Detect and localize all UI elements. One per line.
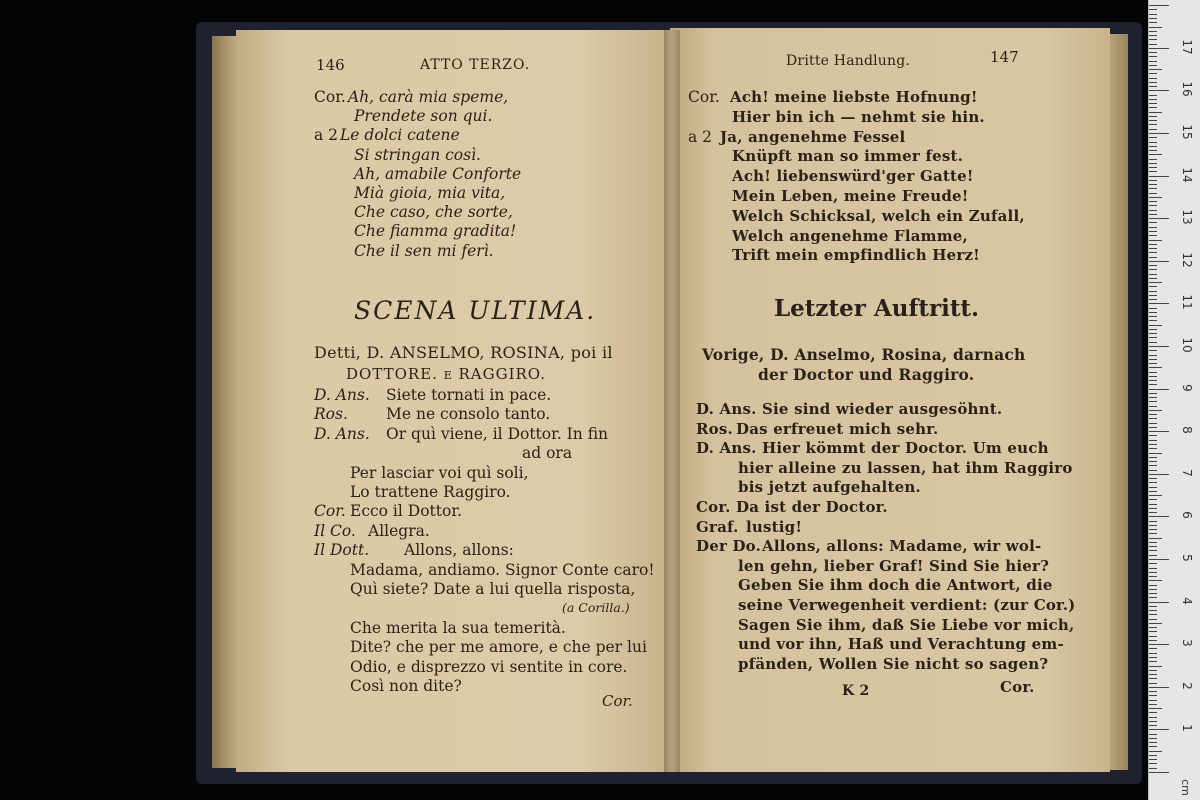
ruler-tick bbox=[1149, 95, 1157, 96]
ruler-tick bbox=[1149, 550, 1157, 551]
right-dialogue-line-speaker: Ros. bbox=[696, 419, 733, 438]
left-verse-line-speaker: a 2 bbox=[314, 126, 339, 145]
right-verse-line-speaker: a 2 bbox=[688, 127, 713, 146]
ruler-tick bbox=[1149, 538, 1162, 539]
ruler-tick bbox=[1149, 606, 1157, 607]
ruler-tick bbox=[1149, 363, 1157, 364]
right-dialogue-line-text: bis jetzt aufgehalten. bbox=[738, 478, 921, 497]
ruler-tick bbox=[1149, 201, 1157, 202]
ruler-tick bbox=[1149, 721, 1157, 722]
ruler-tick bbox=[1149, 700, 1157, 701]
ruler-tick bbox=[1149, 644, 1169, 645]
ruler-tick bbox=[1149, 48, 1169, 49]
ruler-tick bbox=[1149, 65, 1157, 66]
left-dialogue-line-text: Lo trattene Raggiro. bbox=[350, 483, 511, 501]
ruler-tick bbox=[1149, 69, 1162, 70]
ruler-number: 17 bbox=[1180, 39, 1194, 55]
ruler-tick bbox=[1149, 9, 1157, 10]
ruler-tick bbox=[1149, 31, 1157, 32]
left-verse-line-text: Che fiamma gradita! bbox=[354, 222, 517, 241]
ruler-tick bbox=[1149, 248, 1157, 249]
ruler-tick bbox=[1149, 346, 1169, 347]
left-dialogue-line-text: Che merita la sua temerità. bbox=[350, 618, 566, 637]
ruler-tick bbox=[1149, 303, 1169, 304]
ruler-tick bbox=[1149, 218, 1169, 219]
ruler-tick bbox=[1149, 516, 1169, 517]
ruler-tick bbox=[1149, 704, 1157, 705]
ruler-tick bbox=[1149, 342, 1157, 343]
ruler-tick bbox=[1149, 274, 1157, 275]
right-dialogue-line-text: lustig! bbox=[746, 517, 803, 536]
ruler-tick bbox=[1149, 602, 1169, 603]
left-dialogue-line-text: Ecco il Dottor. bbox=[350, 502, 462, 521]
ruler-tick bbox=[1149, 533, 1157, 534]
ruler-tick bbox=[1149, 359, 1157, 360]
right-cast-line-2: der Doctor und Raggiro. bbox=[758, 365, 975, 384]
ruler-number: 14 bbox=[1180, 166, 1194, 183]
left-dialogue-line-speaker: D. Ans. bbox=[314, 386, 370, 404]
ruler-tick bbox=[1149, 491, 1157, 492]
ruler-number: 1 bbox=[1180, 724, 1194, 733]
right-verse-line-text: Ach! liebenswürd'ger Gatte! bbox=[732, 167, 974, 186]
right-dialogue-line-speaker: D. Ans. bbox=[696, 400, 757, 418]
ruler-tick bbox=[1149, 73, 1157, 74]
ruler-tick bbox=[1149, 316, 1157, 317]
left-dialogue-line-text: Siete tornati in pace. bbox=[386, 386, 552, 404]
right-dialogue-line-speaker: D. Ans. bbox=[696, 439, 757, 458]
ruler-tick bbox=[1149, 759, 1157, 760]
ruler-tick bbox=[1149, 504, 1157, 505]
ruler-tick bbox=[1149, 167, 1157, 168]
ruler-tick bbox=[1149, 116, 1157, 117]
ruler-tick bbox=[1149, 337, 1157, 338]
ruler-tick bbox=[1149, 44, 1157, 45]
ruler-number: 16 bbox=[1180, 81, 1194, 98]
ruler-tick bbox=[1149, 474, 1169, 475]
ruler-number: 10 bbox=[1180, 337, 1194, 353]
ruler-tick bbox=[1149, 712, 1157, 713]
ruler-tick bbox=[1149, 295, 1157, 296]
ruler-tick bbox=[1149, 670, 1157, 671]
ruler-tick bbox=[1149, 465, 1157, 466]
left-dialogue-line-speaker: D. Ans. bbox=[314, 424, 370, 443]
ruler-tick bbox=[1149, 772, 1169, 773]
left-catchword: Cor. bbox=[602, 692, 633, 710]
ruler-tick bbox=[1149, 755, 1157, 756]
ruler-number: 11 bbox=[1180, 294, 1194, 311]
ruler-tick bbox=[1149, 572, 1157, 573]
ruler-tick bbox=[1149, 159, 1157, 160]
left-dialogue-line-text: Allons, allons: bbox=[404, 541, 514, 560]
ruler-tick bbox=[1149, 227, 1157, 228]
right-dialogue-line-text: hier alleine zu lassen, hat ihm Raggiro bbox=[738, 458, 1073, 477]
ruler-tick bbox=[1149, 244, 1157, 245]
ruler-tick bbox=[1149, 440, 1157, 441]
ruler-tick bbox=[1149, 269, 1157, 270]
measuring-ruler bbox=[1148, 0, 1200, 800]
ruler-number: 7 bbox=[1180, 468, 1194, 477]
left-verse-line-text: Mià gioia, mia vita, bbox=[354, 184, 506, 202]
ruler-tick bbox=[1149, 414, 1157, 415]
right-dialogue-line-text: pfänden, Wollen Sie nicht so sagen? bbox=[738, 654, 1049, 673]
ruler-tick bbox=[1149, 372, 1157, 373]
ruler-tick bbox=[1149, 163, 1157, 164]
ruler-tick bbox=[1149, 589, 1157, 590]
right-dialogue-line-text: Sie sind wieder ausgesöhnt. bbox=[762, 400, 1003, 418]
left-dialogue-line-text: Dite? che per me amore, e che per lui bbox=[350, 638, 647, 657]
left-dialogue-line-text: Or quì viene, il Dottor. In fin bbox=[386, 424, 609, 443]
ruler-tick bbox=[1149, 18, 1157, 19]
ruler-tick bbox=[1149, 427, 1157, 428]
ruler-tick bbox=[1149, 180, 1157, 181]
left-verse-line-text: Che il sen mi ferì. bbox=[354, 241, 494, 260]
ruler-tick bbox=[1149, 738, 1157, 739]
right-dialogue-line-text: Sagen Sie ihm, daß Sie Liebe vor mich, bbox=[738, 615, 1075, 634]
ruler-tick bbox=[1149, 380, 1157, 381]
right-signature-mark: K 2 bbox=[842, 683, 870, 699]
left-running-head: ATTO TERZO. bbox=[420, 57, 531, 73]
ruler-tick bbox=[1149, 86, 1157, 87]
ruler-tick bbox=[1149, 82, 1157, 83]
ruler-tick bbox=[1149, 521, 1157, 522]
ruler-tick bbox=[1149, 325, 1162, 326]
ruler-tick bbox=[1149, 763, 1157, 764]
ruler-tick bbox=[1149, 627, 1157, 628]
ruler-tick bbox=[1149, 308, 1157, 309]
ruler-tick bbox=[1149, 210, 1157, 211]
ruler-tick bbox=[1149, 205, 1157, 206]
ruler-tick bbox=[1149, 146, 1157, 147]
left-dialogue-line-text: Così non dite? bbox=[350, 677, 462, 695]
right-verse-line-text: Ach! meine liebste Hofnung! bbox=[730, 88, 978, 106]
ruler-tick bbox=[1149, 197, 1162, 198]
ruler-tick bbox=[1149, 107, 1157, 108]
ruler-tick bbox=[1149, 129, 1157, 130]
right-verse-line-text: Welch Schicksal, welch ein Zufall, bbox=[732, 206, 1025, 225]
ruler-tick bbox=[1149, 683, 1157, 684]
ruler-tick bbox=[1149, 457, 1157, 458]
ruler-tick bbox=[1149, 593, 1157, 594]
ruler-tick bbox=[1149, 648, 1157, 649]
ruler-tick bbox=[1149, 653, 1157, 654]
book-gutter bbox=[664, 30, 680, 772]
right-dialogue-line-text: Allons, allons: Madame, wir wol- bbox=[762, 537, 1042, 556]
ruler-number: 3 bbox=[1180, 639, 1194, 647]
ruler-tick bbox=[1149, 257, 1157, 258]
ruler-unit-label: cm bbox=[1178, 779, 1192, 796]
right-page bbox=[670, 28, 1110, 772]
right-cast-line-1: Vorige, D. Anselmo, Rosina, darnach bbox=[702, 345, 1026, 364]
right-verse-line-text: Ja, angenehme Fessel bbox=[720, 127, 906, 146]
ruler-tick bbox=[1149, 150, 1157, 151]
right-verse-line-text: Trift mein empfindlich Herz! bbox=[732, 246, 980, 265]
ruler-tick bbox=[1149, 222, 1157, 223]
ruler-tick bbox=[1149, 546, 1157, 547]
ruler-tick bbox=[1149, 610, 1157, 611]
ruler-tick bbox=[1149, 499, 1157, 500]
ruler-number: 2 bbox=[1180, 681, 1194, 690]
ruler-tick bbox=[1149, 154, 1162, 155]
left-verse-line-text: Ah, amabile Conforte bbox=[354, 164, 522, 183]
left-dialogue-line-text: Allegra. bbox=[368, 521, 430, 540]
ruler-tick bbox=[1149, 278, 1157, 279]
ruler-tick bbox=[1149, 312, 1157, 313]
ruler-tick bbox=[1149, 495, 1162, 496]
ruler-tick bbox=[1149, 193, 1157, 194]
ruler-tick bbox=[1149, 389, 1169, 390]
ruler-tick bbox=[1149, 729, 1169, 730]
ruler-tick bbox=[1149, 478, 1157, 479]
ruler-tick bbox=[1149, 678, 1157, 679]
right-verse-line-text: Knüpft man so immer fest. bbox=[732, 147, 964, 166]
ruler-tick bbox=[1149, 725, 1157, 726]
ruler-tick bbox=[1149, 742, 1157, 743]
ruler-tick bbox=[1149, 214, 1157, 215]
ruler-tick bbox=[1149, 286, 1157, 287]
ruler-tick bbox=[1149, 687, 1169, 688]
ruler-tick bbox=[1149, 636, 1157, 637]
ruler-tick bbox=[1149, 291, 1157, 292]
right-dialogue-line-text: und vor ihn, Haß und Verachtung em- bbox=[738, 635, 1064, 654]
ruler-number: 12 bbox=[1180, 252, 1194, 268]
ruler-tick bbox=[1149, 252, 1157, 253]
ruler-tick bbox=[1149, 401, 1157, 402]
right-verse-line-text: Welch angenehme Flamme, bbox=[732, 226, 968, 245]
ruler-tick bbox=[1149, 768, 1157, 769]
ruler-tick bbox=[1149, 78, 1157, 79]
right-dialogue-line-text: Geben Sie ihm doch die Antwort, die bbox=[738, 576, 1053, 595]
ruler-tick bbox=[1149, 39, 1157, 40]
left-verse-line-text: Si stringan così. bbox=[354, 145, 481, 164]
left-dialogue-line-text: (a Corilla.) bbox=[562, 600, 630, 616]
left-dialogue-line-speaker: Ros. bbox=[314, 405, 348, 424]
ruler-tick bbox=[1149, 235, 1157, 236]
ruler-tick bbox=[1149, 418, 1157, 419]
ruler-tick bbox=[1149, 56, 1157, 57]
right-dialogue-line-text: Da ist der Doctor. bbox=[736, 498, 888, 516]
ruler-tick bbox=[1149, 176, 1169, 177]
ruler-tick bbox=[1149, 435, 1157, 436]
ruler-tick bbox=[1149, 657, 1157, 658]
ruler-tick bbox=[1149, 22, 1157, 23]
ruler-tick bbox=[1149, 666, 1162, 667]
ruler-tick bbox=[1149, 112, 1162, 113]
right-verse-line-text: Mein Leben, meine Freude! bbox=[732, 187, 969, 205]
right-page-number: 147 bbox=[990, 48, 1019, 66]
ruler-tick bbox=[1149, 350, 1157, 351]
ruler-tick bbox=[1149, 240, 1162, 241]
ruler-tick bbox=[1149, 431, 1169, 432]
right-dialogue-line-speaker: Graf. bbox=[696, 517, 739, 536]
left-verse-line-speaker: Cor. bbox=[314, 88, 346, 106]
left-page-number: 146 bbox=[316, 56, 345, 74]
ruler-tick bbox=[1149, 61, 1157, 62]
ruler-tick bbox=[1149, 623, 1162, 624]
ruler-tick bbox=[1149, 619, 1157, 620]
ruler-tick bbox=[1149, 529, 1157, 530]
ruler-tick bbox=[1149, 640, 1157, 641]
right-verse-line-speaker: Cor. bbox=[688, 88, 720, 106]
ruler-tick bbox=[1149, 559, 1169, 560]
ruler-tick bbox=[1149, 188, 1157, 189]
ruler-tick bbox=[1149, 525, 1157, 526]
ruler-number: 4 bbox=[1180, 596, 1194, 605]
left-scene-heading: SCENA ULTIMA. bbox=[354, 296, 597, 325]
right-running-head: Dritte Handlung. bbox=[786, 53, 911, 69]
ruler-tick bbox=[1149, 333, 1157, 334]
ruler-tick bbox=[1149, 461, 1157, 462]
left-dialogue-line-text: Odio, e disprezzo vi sentite in core. bbox=[350, 657, 628, 676]
left-dialogue-line-speaker: Il Dott. bbox=[314, 541, 370, 560]
right-dialogue-line-text: len gehn, lieber Graf! Sind Sie hier? bbox=[738, 556, 1050, 575]
ruler-tick bbox=[1149, 482, 1157, 483]
ruler-number: 8 bbox=[1180, 426, 1194, 434]
ruler-tick bbox=[1149, 555, 1157, 556]
ruler-tick bbox=[1149, 5, 1169, 6]
ruler-tick bbox=[1149, 14, 1157, 15]
ruler-tick bbox=[1149, 103, 1157, 104]
ruler-tick bbox=[1149, 508, 1157, 509]
ruler-tick bbox=[1149, 355, 1157, 356]
left-dialogue-line-text: Quì siete? Date a lui quella risposta, bbox=[350, 580, 636, 598]
ruler-tick bbox=[1149, 568, 1157, 569]
left-dialogue-line-text: ad ora bbox=[522, 444, 573, 463]
right-verse-line-text: Hier bin ich — nehmt sie hin. bbox=[732, 107, 985, 126]
left-dialogue-line-speaker: Il Co. bbox=[314, 521, 356, 540]
ruler-tick bbox=[1149, 35, 1157, 36]
ruler-tick bbox=[1149, 282, 1162, 283]
left-verse-line-text: Le dolci catene bbox=[340, 126, 460, 145]
ruler-tick bbox=[1149, 124, 1157, 125]
ruler-tick bbox=[1149, 329, 1157, 330]
left-cast-line-1: Detti, D. ANSELMO, ROSINA, poi il bbox=[314, 343, 613, 362]
ruler-tick bbox=[1149, 661, 1157, 662]
ruler-tick bbox=[1149, 423, 1157, 424]
ruler-tick bbox=[1149, 695, 1157, 696]
left-dialogue-line-text: Me ne consolo tanto. bbox=[386, 405, 551, 424]
left-verse-line-text: Ah, carà mia speme, bbox=[348, 88, 509, 106]
ruler-tick bbox=[1149, 734, 1157, 735]
ruler-tick bbox=[1149, 367, 1162, 368]
ruler-tick bbox=[1149, 406, 1157, 407]
ruler-tick bbox=[1149, 576, 1157, 577]
left-verse-line-text: Prendete son qui. bbox=[354, 107, 493, 126]
ruler-tick bbox=[1149, 444, 1157, 445]
ruler-tick bbox=[1149, 299, 1157, 300]
right-scene-heading: Letzter Auftritt. bbox=[774, 295, 980, 322]
ruler-tick bbox=[1149, 397, 1157, 398]
ruler-tick bbox=[1149, 184, 1157, 185]
ruler-number: 13 bbox=[1180, 209, 1194, 225]
ruler-tick bbox=[1149, 631, 1157, 632]
ruler-tick bbox=[1149, 751, 1162, 752]
ruler-tick bbox=[1149, 376, 1157, 377]
ruler-tick bbox=[1149, 580, 1162, 581]
right-dialogue-line-speaker: Cor. bbox=[696, 498, 731, 516]
ruler-tick bbox=[1149, 99, 1157, 100]
left-dialogue-line-speaker: Cor. bbox=[314, 502, 346, 521]
ruler-tick bbox=[1149, 133, 1169, 134]
right-catchword: Cor. bbox=[1000, 678, 1035, 696]
left-page bbox=[236, 30, 672, 772]
ruler-tick bbox=[1149, 142, 1157, 143]
ruler-tick bbox=[1149, 261, 1169, 262]
right-dialogue-line-text: Das erfreuet mich sehr. bbox=[736, 419, 939, 438]
ruler-tick bbox=[1149, 137, 1157, 138]
ruler-tick bbox=[1149, 320, 1157, 321]
left-dialogue-line-text: Madama, andiamo. Signor Conte caro! bbox=[350, 560, 655, 579]
ruler-number: 15 bbox=[1180, 124, 1194, 140]
ruler-tick bbox=[1149, 746, 1157, 747]
ruler-tick bbox=[1149, 120, 1157, 121]
ruler-tick bbox=[1149, 717, 1157, 718]
ruler-tick bbox=[1149, 487, 1157, 488]
left-cast-line-2: DOTTORE. e RAGGIRO. bbox=[346, 365, 546, 383]
ruler-tick bbox=[1149, 614, 1157, 615]
ruler-number: 5 bbox=[1180, 554, 1194, 562]
ruler-tick bbox=[1149, 384, 1157, 385]
ruler-tick bbox=[1149, 90, 1169, 91]
ruler-tick bbox=[1149, 393, 1157, 394]
ruler-tick bbox=[1149, 708, 1162, 709]
left-verse-line-text: Che caso, che sorte, bbox=[354, 203, 513, 222]
ruler-tick bbox=[1149, 674, 1157, 675]
ruler-tick bbox=[1149, 470, 1157, 471]
ruler-tick bbox=[1149, 512, 1157, 513]
ruler-tick bbox=[1149, 52, 1157, 53]
ruler-number: 9 bbox=[1180, 383, 1194, 392]
ruler-tick bbox=[1149, 563, 1157, 564]
right-dialogue-line-text: seine Verwegenheit verdient: (zur Cor.) bbox=[738, 596, 1076, 614]
right-dialogue-line-text: Hier kömmt der Doctor. Um euch bbox=[762, 439, 1049, 458]
ruler-tick bbox=[1149, 27, 1162, 28]
ruler-tick bbox=[1149, 231, 1157, 232]
ruler-tick bbox=[1149, 410, 1162, 411]
ruler-tick bbox=[1149, 597, 1157, 598]
ruler-tick bbox=[1149, 542, 1157, 543]
ruler-number: 6 bbox=[1180, 511, 1194, 520]
ruler-tick bbox=[1149, 453, 1162, 454]
ruler-tick bbox=[1149, 265, 1157, 266]
ruler-tick bbox=[1149, 585, 1157, 586]
ruler-tick bbox=[1149, 171, 1157, 172]
ruler-tick bbox=[1149, 448, 1157, 449]
ruler-tick bbox=[1149, 691, 1157, 692]
left-dialogue-line-text: Per lasciar voi quì soli, bbox=[350, 463, 529, 482]
right-dialogue-line-speaker: Der Do. bbox=[696, 537, 762, 556]
